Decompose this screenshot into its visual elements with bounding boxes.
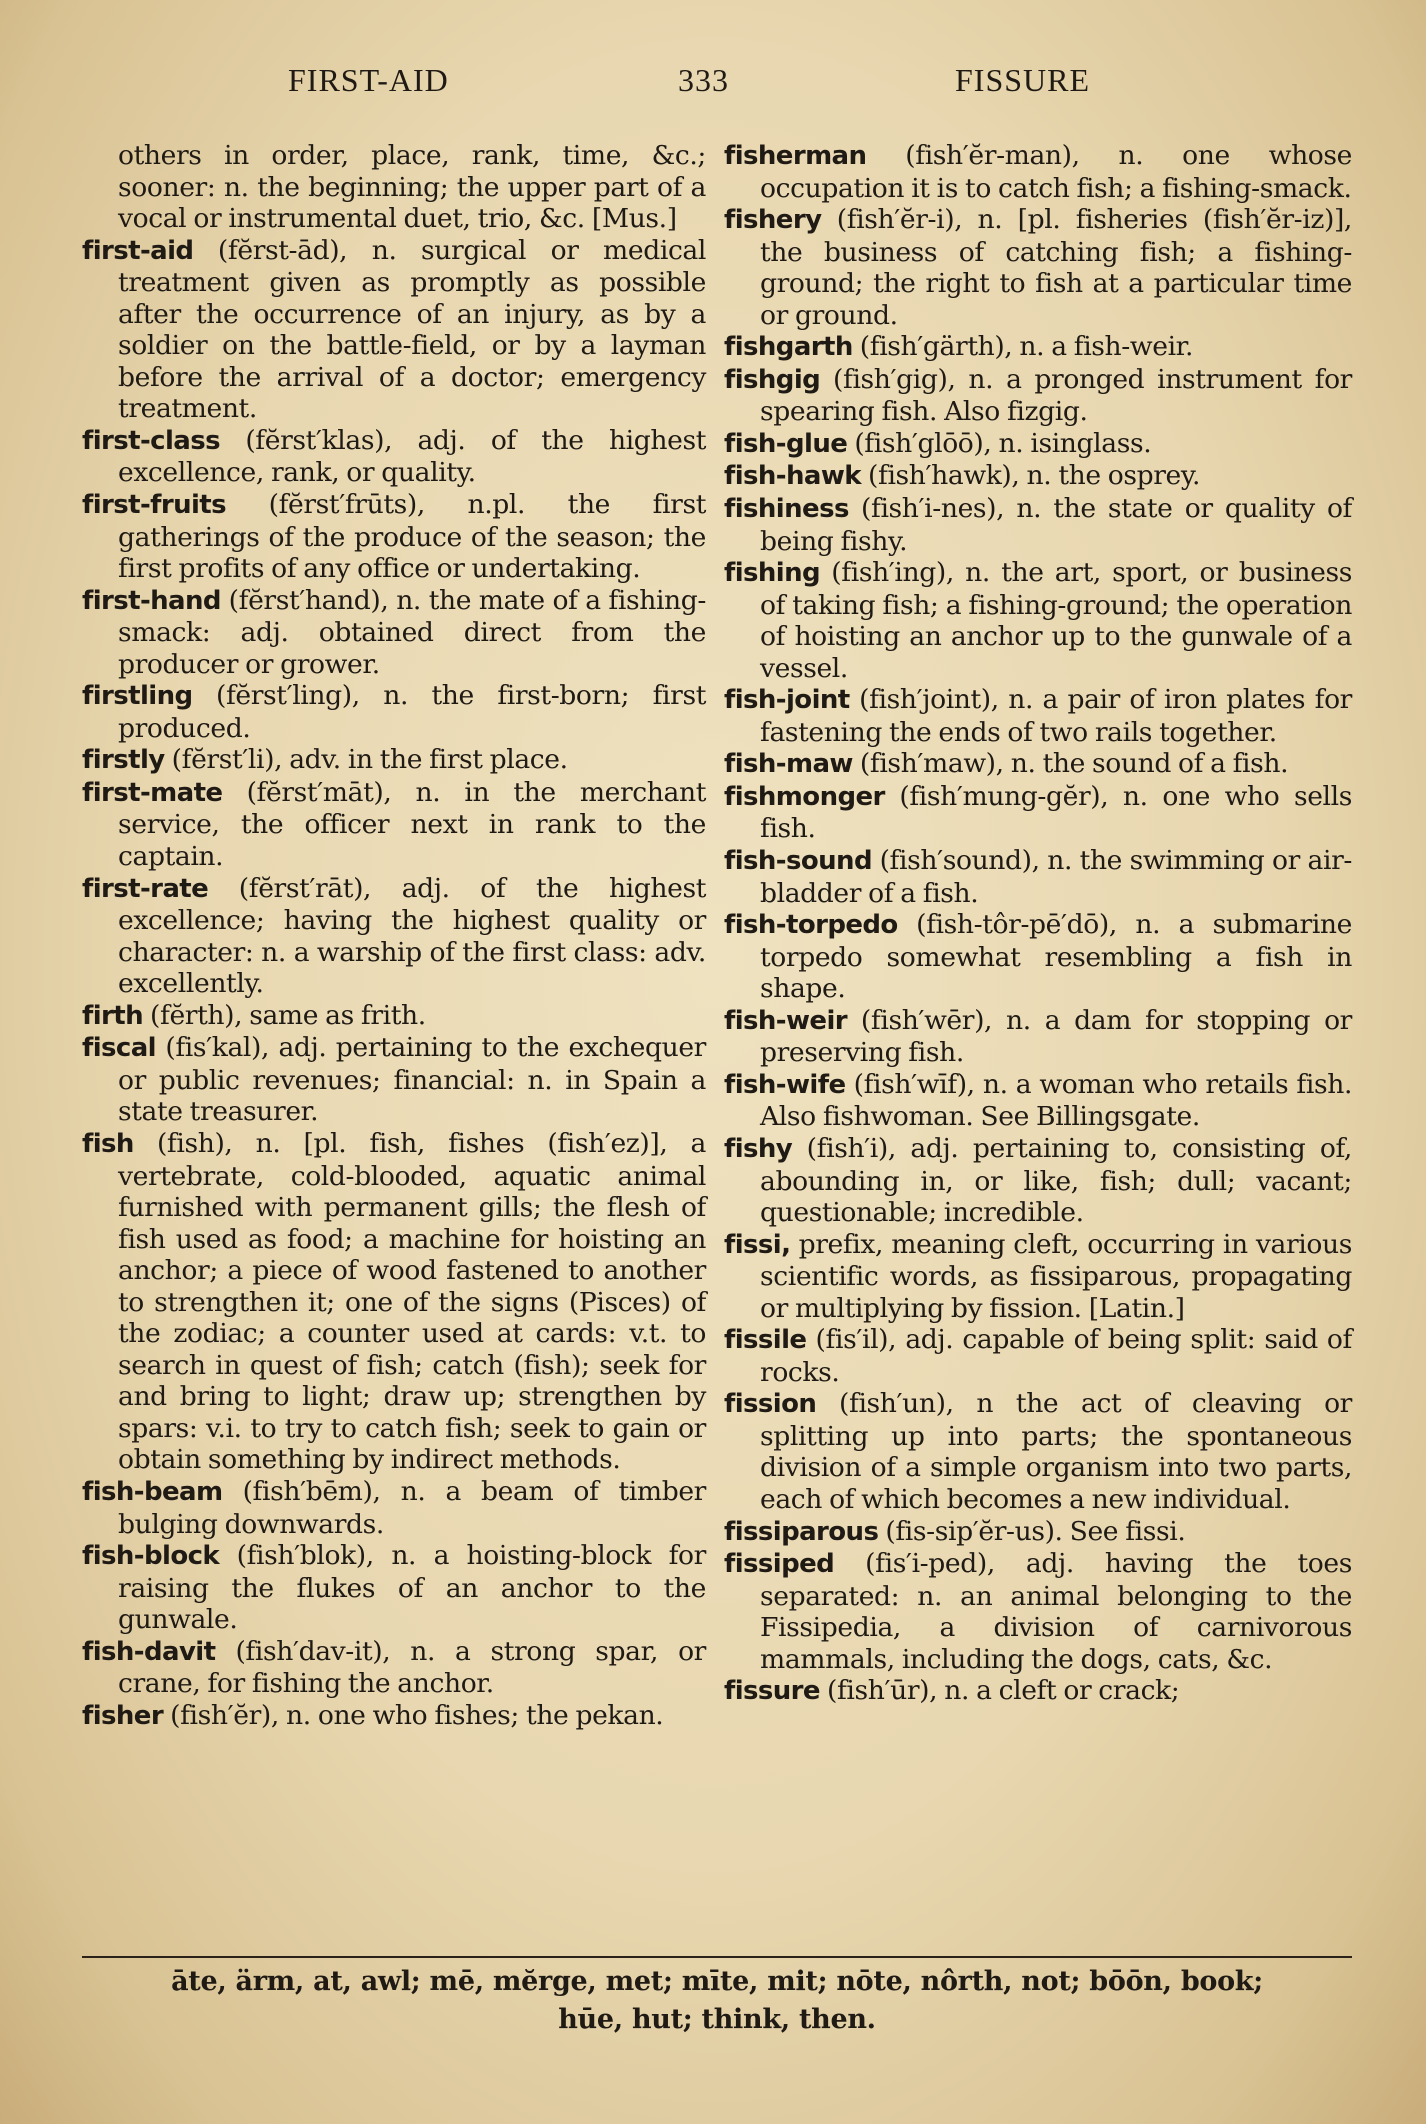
dictionary-entry (724, 1675, 1352, 1708)
dictionary-entry (82, 140, 706, 235)
entry-definition: (fis′i-ped), adj. having the toes separated: n. an animal belonging to the Fissipedia, a division of carnivorous mammals, including the dogs, cats, &c. (760, 1548, 1352, 1675)
dictionary-entry (724, 1229, 1352, 1325)
entry-definition: prefix, meaning cleft, occurring in various scientific words, as fissiparous, propagating or multiplying by fission. [Latin.] (760, 1228, 1352, 1324)
entry-headword: fishgarth (724, 332, 853, 363)
entry-headword: fish-block (82, 1541, 220, 1572)
entry-headword: fissi, (724, 1229, 791, 1260)
entry-definition: (fĕrst′rāt), adj. of the highest excellence; having the highest quality or character: n. a warship of the first class: adv. excellently. (118, 872, 706, 1000)
dictionary-entry (724, 1005, 1352, 1069)
footer-rule (82, 1956, 1352, 1958)
entry-headword: fishiness (724, 494, 849, 525)
pronunciation-key-line: āte, ärm, at, awl; mē, mĕrge, met; mīte, mit; nōte, nôrth, not; bōōn, book; (171, 1966, 1263, 1997)
dictionary-entry (724, 460, 1352, 493)
entry-definition: (fis′il), adj. capable of being split: said of rocks. (760, 1324, 1352, 1388)
entry-headword: fish-davit (82, 1636, 216, 1667)
entry-definition: (fĕrth), same as frith. (143, 999, 426, 1031)
dictionary-entry (724, 1324, 1352, 1388)
entry-headword: fish (82, 1128, 134, 1159)
entry-headword: fishery (724, 205, 822, 236)
dictionary-entry (724, 1516, 1352, 1549)
entry-definition: (fish), n. [pl. fish, fishes (fish′ez)], a vertebrate, cold-blooded, aquatic animal furnished with permanent gills; the flesh of fish used as food; a machine for hoisting an anchor; a piece of wood fastened to another to strengthen it; one of the signs (Pisces) of the zodiac; a counter used at cards: v.t. to search in quest of fish; catch (fish); seek for and bring to light; draw up; strengthen by spars: v.i. to try to catch fish; seek to gain or obtain something by indirect methods. (118, 1127, 706, 1476)
pronunciation-key (82, 1963, 1352, 2039)
entry-definition: (fish′glōō), n. isinglass. (847, 427, 1152, 459)
dictionary-entry (82, 680, 706, 744)
dictionary-entry (724, 1133, 1352, 1229)
entry-definition: (fis-sip′ĕr-us). See fissi. (878, 1515, 1186, 1547)
dictionary-entry (724, 428, 1352, 461)
entry-headword: fish-sound (724, 846, 872, 877)
entry-headword: fissile (724, 1325, 807, 1356)
dictionary-entry (82, 1032, 706, 1128)
dictionary-entry (82, 1476, 706, 1540)
dictionary-entry (82, 425, 706, 489)
entry-definition: (fish′hawk), n. the osprey. (860, 460, 1201, 492)
entry-definition: (fĕrst′frūts), n.pl. the first gatherings of the produce of the season; the first profits of any office or undertaking. (118, 489, 706, 585)
entry-headword: fissure (724, 1676, 820, 1707)
dictionary-entry (724, 909, 1352, 1005)
entry-definition: (fĕrst′hand), n. the mate of a fishing-smack: adj. obtained direct from the producer or grower. (118, 584, 706, 680)
entry-definition: (fish′ūr), n. a cleft or crack; (819, 1675, 1180, 1707)
entry-definition: (fĕrst-ād), n. surgical or medical treatment given as promptly as possible after the occurrence of an injury, as by a soldier on the battle-field, or by a layman before the arrival of a doctor; emergency treatment. (118, 234, 706, 425)
entry-definition: (fish-tôr-pē′dō), n. a submarine torpedo somewhat resembling a fish in shape. (760, 909, 1352, 1005)
entry-definition: (fish′sound), n. the swimming or air-bladder of a fish. (760, 845, 1352, 909)
entry-headword: fish-hawk (724, 461, 861, 492)
entry-definition: (fish′ĕr), n. one who fishes; the pekan. (163, 1699, 664, 1731)
entry-headword: firth (82, 1000, 143, 1031)
dictionary-entry (724, 1069, 1352, 1133)
entry-definition: (fish′mung-gĕr), n. one who sells fish. (760, 780, 1352, 845)
dictionary-entry (82, 873, 706, 1000)
entry-headword: first-mate (82, 777, 223, 808)
dictionary-entry (724, 1388, 1352, 1515)
dictionary-entry (82, 1540, 706, 1636)
entry-headword: fisherman (724, 141, 867, 171)
entry-headword: fishing (724, 558, 821, 589)
right-column (724, 140, 1352, 1708)
entry-definition: (fĕrst′ling), n. the first-born; first produced. (118, 680, 706, 744)
dictionary-entry (724, 204, 1352, 331)
entry-definition: (fish′maw), n. the sound of a fish. (852, 748, 1289, 780)
dictionary-entry (82, 585, 706, 681)
entry-headword: firstling (82, 681, 193, 712)
dictionary-entry (82, 1000, 706, 1033)
entry-definition: (fish′bēm), n. a beam of timber bulging downwards. (118, 1475, 706, 1540)
dictionary-entry (724, 493, 1352, 557)
entry-headword: fish-maw (724, 749, 853, 780)
entry-definition: (fish′gig), n. a pronged instrument for spearing fish. Also fizgig. (760, 363, 1352, 428)
dictionary-entry (82, 744, 706, 777)
entry-definition: (fish′dav-it), n. a strong spar, or crane, for fishing the anchor. (118, 1635, 706, 1700)
entry-definition: (fĕrst′li), adv. in the first place. (164, 744, 568, 776)
entry-definition: others in order, place, rank, time, &c.; sooner: n. the beginning; the upper part of a vocal or instrumental duet, trio, &c. [Mus.] (118, 140, 706, 235)
entry-headword: fish-weir (724, 1005, 847, 1036)
entry-headword: firstly (82, 745, 165, 776)
dictionary-entry (724, 331, 1352, 364)
left-column (82, 140, 706, 1732)
dictionary-entry (724, 684, 1352, 748)
dictionary-entry (82, 489, 706, 585)
dictionary-entry (724, 1548, 1352, 1675)
page-number: 333 (678, 62, 729, 98)
entry-headword: fisher (82, 1700, 164, 1731)
entry-headword: first-rate (82, 873, 209, 904)
entry-definition: (fish′blok), n. a hoisting-block for raising the flukes of an anchor to the gunwale. (118, 1540, 706, 1636)
entry-definition: (fish′un), n the act of cleaving or splitting up into parts; the spontaneous division of a simple organism into two parts, each of which becomes a new individual. (760, 1388, 1352, 1515)
dictionary-entry (724, 781, 1352, 845)
entry-headword: fishmonger (724, 781, 885, 812)
dictionary-entry (724, 748, 1352, 781)
entry-definition: (fish′ĕr-i), n. [pl. fisheries (fish′ĕr-iz)], the business of catching fish; a fishing-ground; the right to fish at a particular time or ground. (760, 204, 1352, 331)
entry-definition: (fĕrst′māt), n. in the merchant service, the officer next in rank to the captain. (118, 776, 706, 873)
entry-definition: (fish′joint), n. a pair of iron plates for fastening the ends of two rails together. (760, 684, 1352, 748)
entry-headword: fish-beam (82, 1476, 223, 1507)
entry-definition: (fĕrst′klas), adj. of the highest excellence, rank, or quality. (118, 424, 706, 489)
entry-definition: (fish′i-nes), n. the state or quality of being fishy. (760, 493, 1352, 557)
entry-headword: fiscal (82, 1033, 156, 1064)
entry-definition: (fish′i), adj. pertaining to, consisting of, abounding in, or like, fish; dull; vacant; questionable; incredible. (760, 1132, 1352, 1229)
dictionary-entry (82, 1700, 706, 1733)
entry-headword: fission (724, 1389, 817, 1420)
entry-definition: (fish′ĕr-man), n. one whose occupation it is to catch fish; a fishing-smack. (760, 140, 1352, 204)
entry-headword: first-hand (82, 585, 221, 616)
entry-headword: fissiparous (724, 1516, 879, 1547)
entry-headword: fish-joint (724, 685, 850, 716)
entry-headword: fissiped (724, 1549, 835, 1580)
entry-definition: (fish′ing), n. the art, sport, or business of taking fish; a fishing-ground; the operation of hoisting an anchor up to the gunwale of a vessel. (760, 557, 1352, 684)
dictionary-entry (724, 140, 1352, 204)
running-header (0, 62, 1426, 106)
pronunciation-key-line: hūe, hut; think, then. (558, 2004, 876, 2035)
dictionary-entry (724, 845, 1352, 909)
entry-definition: (fish′gärth), n. a fish-weir. (852, 331, 1194, 363)
dictionary-entry (82, 1636, 706, 1700)
header-last-word: FISSURE (955, 62, 1091, 98)
entry-headword: fishgig (724, 364, 821, 395)
entry-definition: (fis′kal), adj. pertaining to the exchequer or public revenues; financial: n. in Spain a state treasurer. (118, 1032, 706, 1128)
dictionary-entry (82, 777, 706, 873)
entry-definition: (fish′wīf), n. a woman who retails fish. Also fishwoman. See Billingsgate. (760, 1068, 1352, 1133)
entry-headword: fishy (724, 1133, 793, 1164)
entry-headword: first-aid (82, 235, 194, 266)
entry-headword: first-fruits (82, 490, 227, 521)
dictionary-entry (724, 364, 1352, 428)
header-first-word: FIRST-AID (288, 62, 449, 98)
entry-headword: first-class (82, 425, 220, 456)
entry-headword: fish-wife (724, 1069, 846, 1100)
entry-headword: fish-torpedo (724, 910, 898, 941)
entry-headword: fish-glue (724, 428, 848, 459)
dictionary-entry (82, 1128, 706, 1476)
dictionary-entry (82, 235, 706, 425)
dictionary-entry (724, 557, 1352, 684)
entry-definition: (fish′wēr), n. a dam for stopping or preserving fish. (760, 1004, 1352, 1069)
